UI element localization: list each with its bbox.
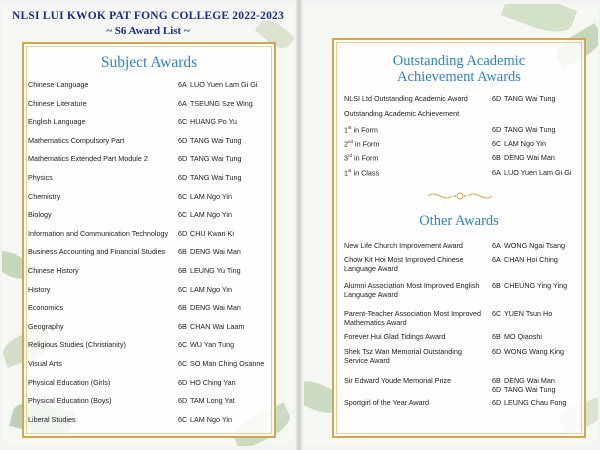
- other-awards-heading: Other Awards: [419, 213, 499, 229]
- other-award-name: Chow Kit Hoi Most Improved Chinese Language Award: [344, 255, 464, 273]
- subject-student: LAM Ngo Yin: [190, 284, 232, 294]
- other-award-class: 6D: [492, 398, 502, 407]
- other-award-name: Alumni Association Most Improved English Language Award: [344, 281, 480, 299]
- subject-class: 6B: [178, 247, 187, 257]
- subject-name: Chinese History: [28, 266, 79, 275]
- other-award-class: 6B: [492, 281, 501, 290]
- rank-suffix: nd: [348, 139, 354, 145]
- rank-label: [344, 139, 379, 148]
- subject-class: 6D: [178, 396, 188, 406]
- other-award-class: 6A: [492, 255, 501, 264]
- rank-scope: in Class: [351, 167, 380, 177]
- subject-student: LEUNG Yu Ting: [190, 266, 241, 275]
- rank-suffix: st: [348, 167, 352, 173]
- award-student: TANG Wai Tung: [504, 94, 556, 103]
- subject-student: HO Ching Yan: [190, 377, 236, 387]
- other-award-class: 6B: [492, 376, 501, 385]
- subject-student: LUO Yuen Lam Gi Gi: [190, 80, 258, 89]
- subject-class: 6B: [178, 303, 187, 313]
- other-award-student: CHAN Hoi Ching: [504, 255, 558, 264]
- subject-name: Physics: [28, 173, 53, 182]
- other-award-name: Parent-Teacher Association Most Improved Mathematics Award: [344, 309, 482, 327]
- other-award-name: New Life Church Improvement Award: [344, 241, 463, 250]
- subject-name: Chinese Literature: [28, 98, 87, 108]
- other-award-student: WONG Ngai Tsang: [504, 241, 565, 250]
- subject-name: Mathematics Compulsory Part: [28, 135, 125, 145]
- subject-name: Information and Communication Technology: [28, 228, 169, 238]
- subject-student: CHU Kwan Ki: [190, 228, 234, 238]
- rank-scope: in Form: [352, 153, 379, 163]
- subject-student: HUANG Po Yu: [190, 117, 238, 127]
- subject-student: CHAN Wai Laam: [190, 321, 245, 331]
- subject-name: Mathematics Extended Part Module 2: [28, 154, 148, 164]
- subject-name: Physical Education (Girls): [28, 377, 111, 387]
- outstanding-awards-heading: [332, 53, 586, 85]
- rank-student: DENG Wai Man: [504, 153, 555, 163]
- other-award-class: 6B: [492, 332, 501, 341]
- subject-student: TANG Wai Tung: [190, 173, 242, 182]
- rank-ordinal: 3: [344, 153, 348, 163]
- subject-class: 6B: [178, 321, 187, 331]
- rank-scope: in Form: [353, 139, 380, 149]
- subject-name: Religious Studies (Christianity): [28, 340, 126, 350]
- other-award-student: LEUNG Chau Fong: [504, 398, 567, 407]
- other-award-student: YUEN Tsun Ho: [504, 309, 553, 318]
- subject-student: SO Man Ching Osanne: [190, 359, 265, 368]
- subject-class: 6C: [178, 359, 188, 368]
- subject-class: 6A: [178, 98, 187, 108]
- left-page: [2, 4, 294, 446]
- rank-label: [344, 168, 379, 177]
- subject-class: 6C: [178, 414, 188, 424]
- subject-class: 6C: [178, 340, 188, 350]
- award-class: 6D: [492, 94, 502, 103]
- other-award-class: 6D: [492, 347, 502, 356]
- rank-suffix: rd: [348, 153, 353, 159]
- other-award-name: Forever Hui Glad Tidings Award: [344, 332, 446, 341]
- rank-student: TANG Wai Tung: [504, 125, 556, 134]
- subject-student: LAM Ngo Yin: [190, 210, 232, 220]
- rank-class: 6A: [492, 167, 501, 177]
- other-award-class: 6C: [492, 309, 502, 318]
- other-award-student: CHEUNG Ying Ying: [504, 281, 568, 290]
- rank-ordinal: 1: [344, 125, 348, 135]
- subject-class: 6C: [178, 210, 188, 220]
- subject-name: Liberal Studies: [28, 414, 76, 424]
- rank-class: 6C: [492, 139, 502, 149]
- award-list-subtitle: ~ S6 Award List ~: [106, 25, 190, 37]
- rank-student: LAM Ngo Yin: [504, 139, 546, 149]
- outstanding-heading-line1: Outstanding Academic: [392, 53, 526, 69]
- other-award-student: MO Qiaoshi: [504, 332, 542, 341]
- rank-scope: in Form: [351, 125, 378, 135]
- subject-class: 6D: [178, 377, 188, 387]
- leaf-decoration: [501, 4, 577, 39]
- subject-awards-heading: Subject Awards: [100, 54, 198, 71]
- subject-name: Physical Education (Boys): [28, 396, 112, 406]
- rank-ordinal: 2: [344, 139, 348, 149]
- subject-class: 6D: [178, 228, 188, 238]
- other-award-student: DENG Wai Man: [504, 376, 555, 385]
- rank-student: LUO Yuen Lam Gi Gi: [504, 167, 572, 177]
- right-page: [304, 4, 598, 446]
- subject-class: 6C: [178, 117, 188, 127]
- subject-student: TAM Long Yat: [190, 396, 235, 406]
- subject-student: LAM Ngo Yin: [190, 191, 232, 201]
- rank-label: [344, 125, 378, 134]
- subject-student: WU Yan Tung: [190, 340, 235, 350]
- achievement-label: Outstanding Academic Achievement: [344, 109, 460, 118]
- other-award-student: TANG Wai Tung: [504, 385, 556, 394]
- subject-student: TANG Wai Tung: [190, 135, 242, 145]
- page-gutter: [296, 0, 302, 450]
- subject-name: History: [28, 284, 51, 294]
- outstanding-heading-line2: Achievement Awards: [397, 69, 521, 85]
- rank-suffix: st: [348, 125, 352, 130]
- flourish-ornament: [426, 189, 494, 203]
- other-award-name: Shek Tsz Wan Memorial Outstanding Service Award: [344, 347, 462, 365]
- subject-student: DENG Wai Man: [190, 303, 241, 313]
- other-award-student: WONG Wang King: [504, 347, 565, 356]
- subject-student: TSEUNG Sze Wing: [190, 98, 253, 108]
- school-title: NLSI LUI KWOK PAT FONG COLLEGE 2022-2023: [12, 10, 284, 22]
- subject-class: 6B: [178, 266, 187, 275]
- subject-name: Chinese Language: [28, 80, 89, 89]
- subject-student: DENG Wai Man: [190, 247, 241, 257]
- award-name: NLSI Ltd Outstanding Academic Award: [344, 94, 468, 103]
- rank-ordinal: 1: [344, 167, 348, 177]
- other-award-class: 6A: [492, 241, 501, 250]
- subject-name: Biology: [28, 210, 52, 220]
- other-award-class: 6D: [492, 385, 502, 394]
- rank-class: 6B: [492, 153, 501, 163]
- subject-class: 6A: [178, 80, 187, 89]
- subject-name: Chemistry: [28, 191, 61, 201]
- subject-name: Visual Arts: [28, 359, 62, 368]
- subject-class: 6C: [178, 284, 188, 294]
- subject-class: 6C: [178, 191, 188, 201]
- subject-name: Economics: [28, 303, 64, 313]
- subject-student: LAM Ngo Yin: [190, 414, 232, 424]
- subject-class: 6D: [178, 135, 188, 145]
- subject-name: English Language: [28, 117, 86, 127]
- rank-class: 6D: [492, 125, 502, 134]
- rank-label: [344, 153, 378, 162]
- subject-student: TANG Wai Tung: [190, 154, 242, 164]
- subject-name: Geography: [28, 321, 64, 331]
- subject-class: 6D: [178, 173, 188, 182]
- subject-name: Business Accounting and Financial Studies: [28, 247, 166, 257]
- other-award-name: Sir Edward Youde Memorial Prize: [344, 376, 452, 385]
- subject-class: 6D: [178, 154, 188, 164]
- other-award-name: Sportgirl of the Year Award: [344, 398, 429, 407]
